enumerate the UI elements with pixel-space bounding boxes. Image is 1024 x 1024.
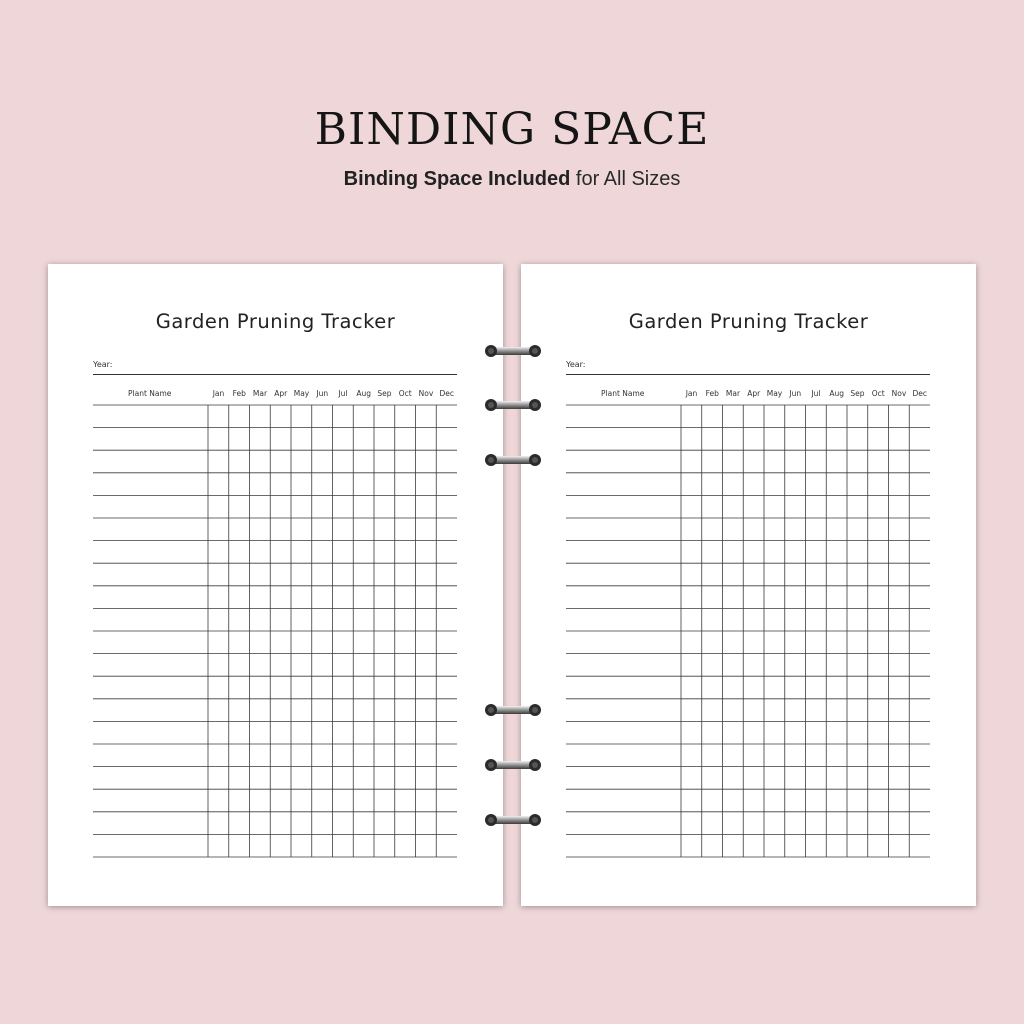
- month-header-jul: Jul: [338, 389, 348, 398]
- plant-name-header: Plant Name: [601, 389, 645, 398]
- month-header-apr: Apr: [274, 389, 288, 398]
- month-header-mar: Mar: [252, 389, 268, 398]
- month-header-oct: Oct: [871, 389, 885, 398]
- binder-ring-icon: [484, 398, 542, 412]
- month-header-jul: Jul: [811, 389, 821, 398]
- year-label: Year:: [93, 360, 113, 369]
- month-header-may: May: [293, 389, 310, 398]
- page-title: Garden Pruning Tracker: [628, 310, 869, 333]
- month-header-sep: Sep: [850, 389, 865, 398]
- month-header-nov: Nov: [418, 389, 434, 398]
- month-header-jan: Jan: [685, 389, 698, 398]
- binder-ring-icon: [484, 703, 542, 717]
- binder-ring-icon: [484, 344, 542, 358]
- month-header-jan: Jan: [212, 389, 225, 398]
- year-label: Year:: [566, 360, 586, 369]
- month-header-apr: Apr: [747, 389, 761, 398]
- month-header-feb: Feb: [232, 389, 246, 398]
- page-title: Garden Pruning Tracker: [155, 310, 396, 333]
- month-header-jun: Jun: [789, 389, 802, 398]
- month-header-nov: Nov: [891, 389, 907, 398]
- plant-name-header: Plant Name: [128, 389, 172, 398]
- tracker-grid: [521, 264, 976, 906]
- planner-page-right: [521, 264, 976, 906]
- month-header-aug: Aug: [356, 389, 372, 398]
- planner-page-left: [48, 264, 503, 906]
- binder-ring-icon: [484, 758, 542, 772]
- month-header-feb: Feb: [705, 389, 719, 398]
- subheadline: [0, 166, 1024, 192]
- binder-ring-icon: [484, 813, 542, 827]
- subheadline-rest: for All Sizes: [570, 168, 681, 190]
- headline: BINDING SPACE: [314, 104, 710, 155]
- month-header-aug: Aug: [829, 389, 845, 398]
- subheadline-bold: Binding Space Included: [343, 168, 571, 190]
- month-header-mar: Mar: [725, 389, 741, 398]
- month-header-dec: Dec: [912, 389, 927, 398]
- tracker-grid: [48, 264, 503, 906]
- month-header-may: May: [766, 389, 783, 398]
- month-header-jun: Jun: [316, 389, 329, 398]
- month-header-oct: Oct: [398, 389, 412, 398]
- month-header-dec: Dec: [439, 389, 454, 398]
- month-header-sep: Sep: [377, 389, 392, 398]
- binder-ring-icon: [484, 453, 542, 467]
